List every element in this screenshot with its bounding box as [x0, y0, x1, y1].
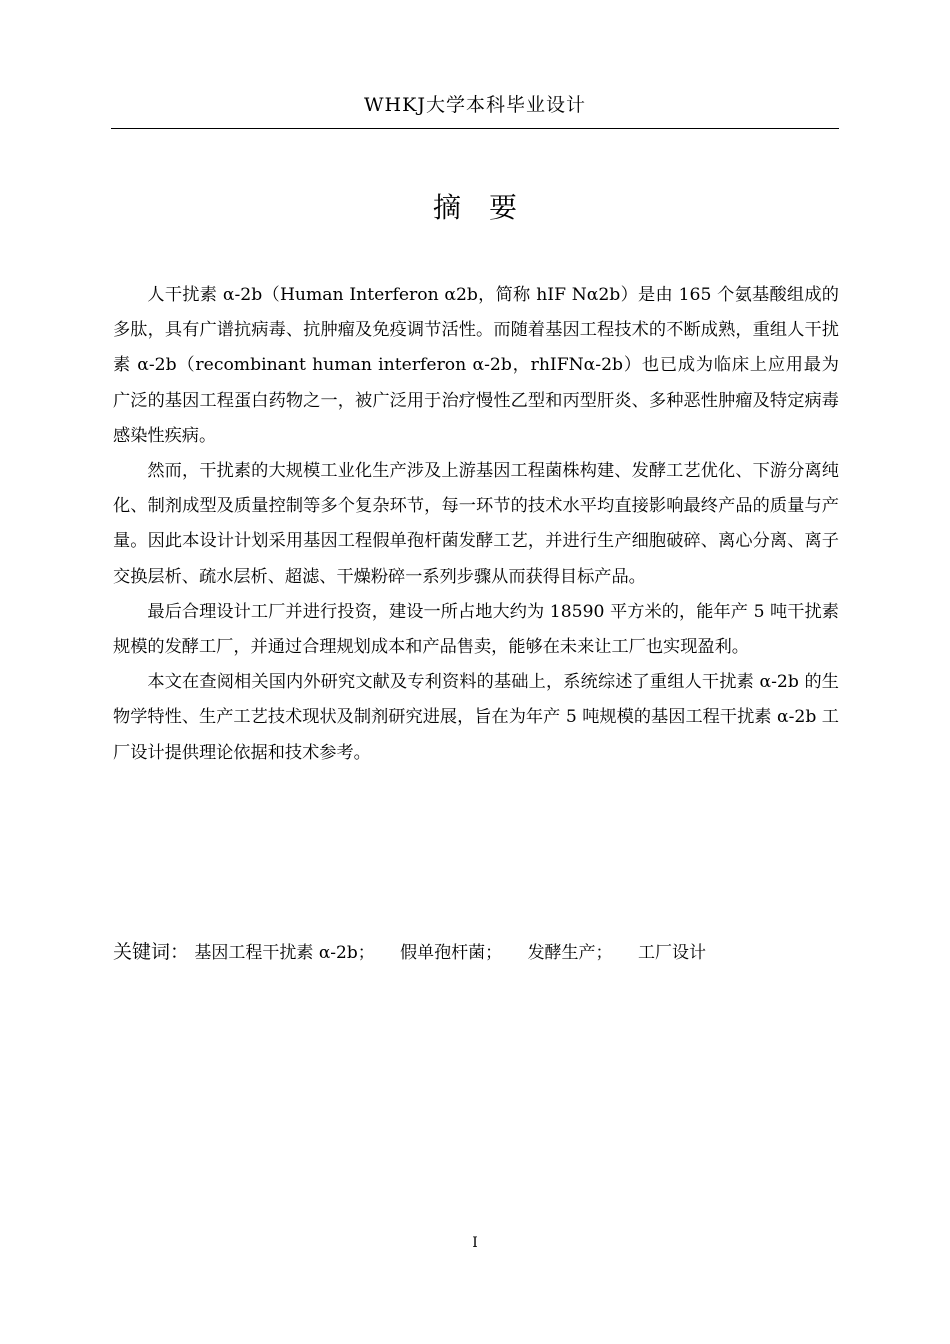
keyword-item: 工厂设计	[637, 943, 706, 963]
keyword-item: 发酵生产；	[527, 943, 613, 963]
page-title: 摘要	[432, 191, 545, 224]
abstract-paragraph: 人干扰素 α-2b（Human Interferon α2b，简称 hIF Nα2b）是由 165 个氨基酸组成的多肽，具有广谱抗病毒、抗肿瘤及免疫调节活性。而随着基因工程技术的不断成熟，重组人干扰素 α-2b（recombinant human interferon α-2b，rhIFNα-2b）也已成为临床上应用最为广泛的基因工程蛋白药物之一，被广泛用于治疗慢性乙型和丙型肝炎、多种恶性肿瘤及特定病毒感染性疾病。	[113, 285, 839, 446]
page-number: I	[472, 1235, 478, 1251]
keyword-item: 基因工程干扰素 α-2b；	[194, 943, 375, 963]
page-header: WHKJ大学本科毕业设计	[364, 94, 586, 116]
keywords-line	[113, 934, 839, 971]
keyword-item: 假单孢杆菌；	[400, 943, 503, 963]
abstract-paragraph: 然而，干扰素的大规模工业化生产涉及上游基因工程菌株构建、发酵工艺优化、下游分离纯化、制剂成型及质量控制等多个复杂环节，每一环节的技术水平均直接影响最终产品的质量与产量。因此本设计计划采用基因工程假单孢杆菌发酵工艺，并进行生产细胞破碎、离心分离、离子交换层析、疏水层析、超滤、干燥粉碎一系列步骤从而获得目标产品。	[113, 461, 839, 587]
keywords-label: 关键词：	[113, 941, 190, 963]
abstract-body	[113, 278, 839, 771]
abstract-paragraph: 最后合理设计工厂并进行投资，建设一所占地大约为 18590 平方米的，能年产 5 吨干扰素规模的发酵工厂，并通过合理规划成本和产品售卖，能够在未来让工厂也实现盈利。	[113, 601, 839, 658]
abstract-paragraph: 本文在查阅相关国内外研究文献及专利资料的基础上，系统综述了重组人干扰素 α-2b 的生物学特性、生产工艺技术现状及制剂研究进展，旨在为年产 5 吨规模的基因工程干扰素 α-2b 工厂设计提供理论依据和技术参考。	[113, 672, 839, 763]
header-divider	[111, 128, 839, 129]
